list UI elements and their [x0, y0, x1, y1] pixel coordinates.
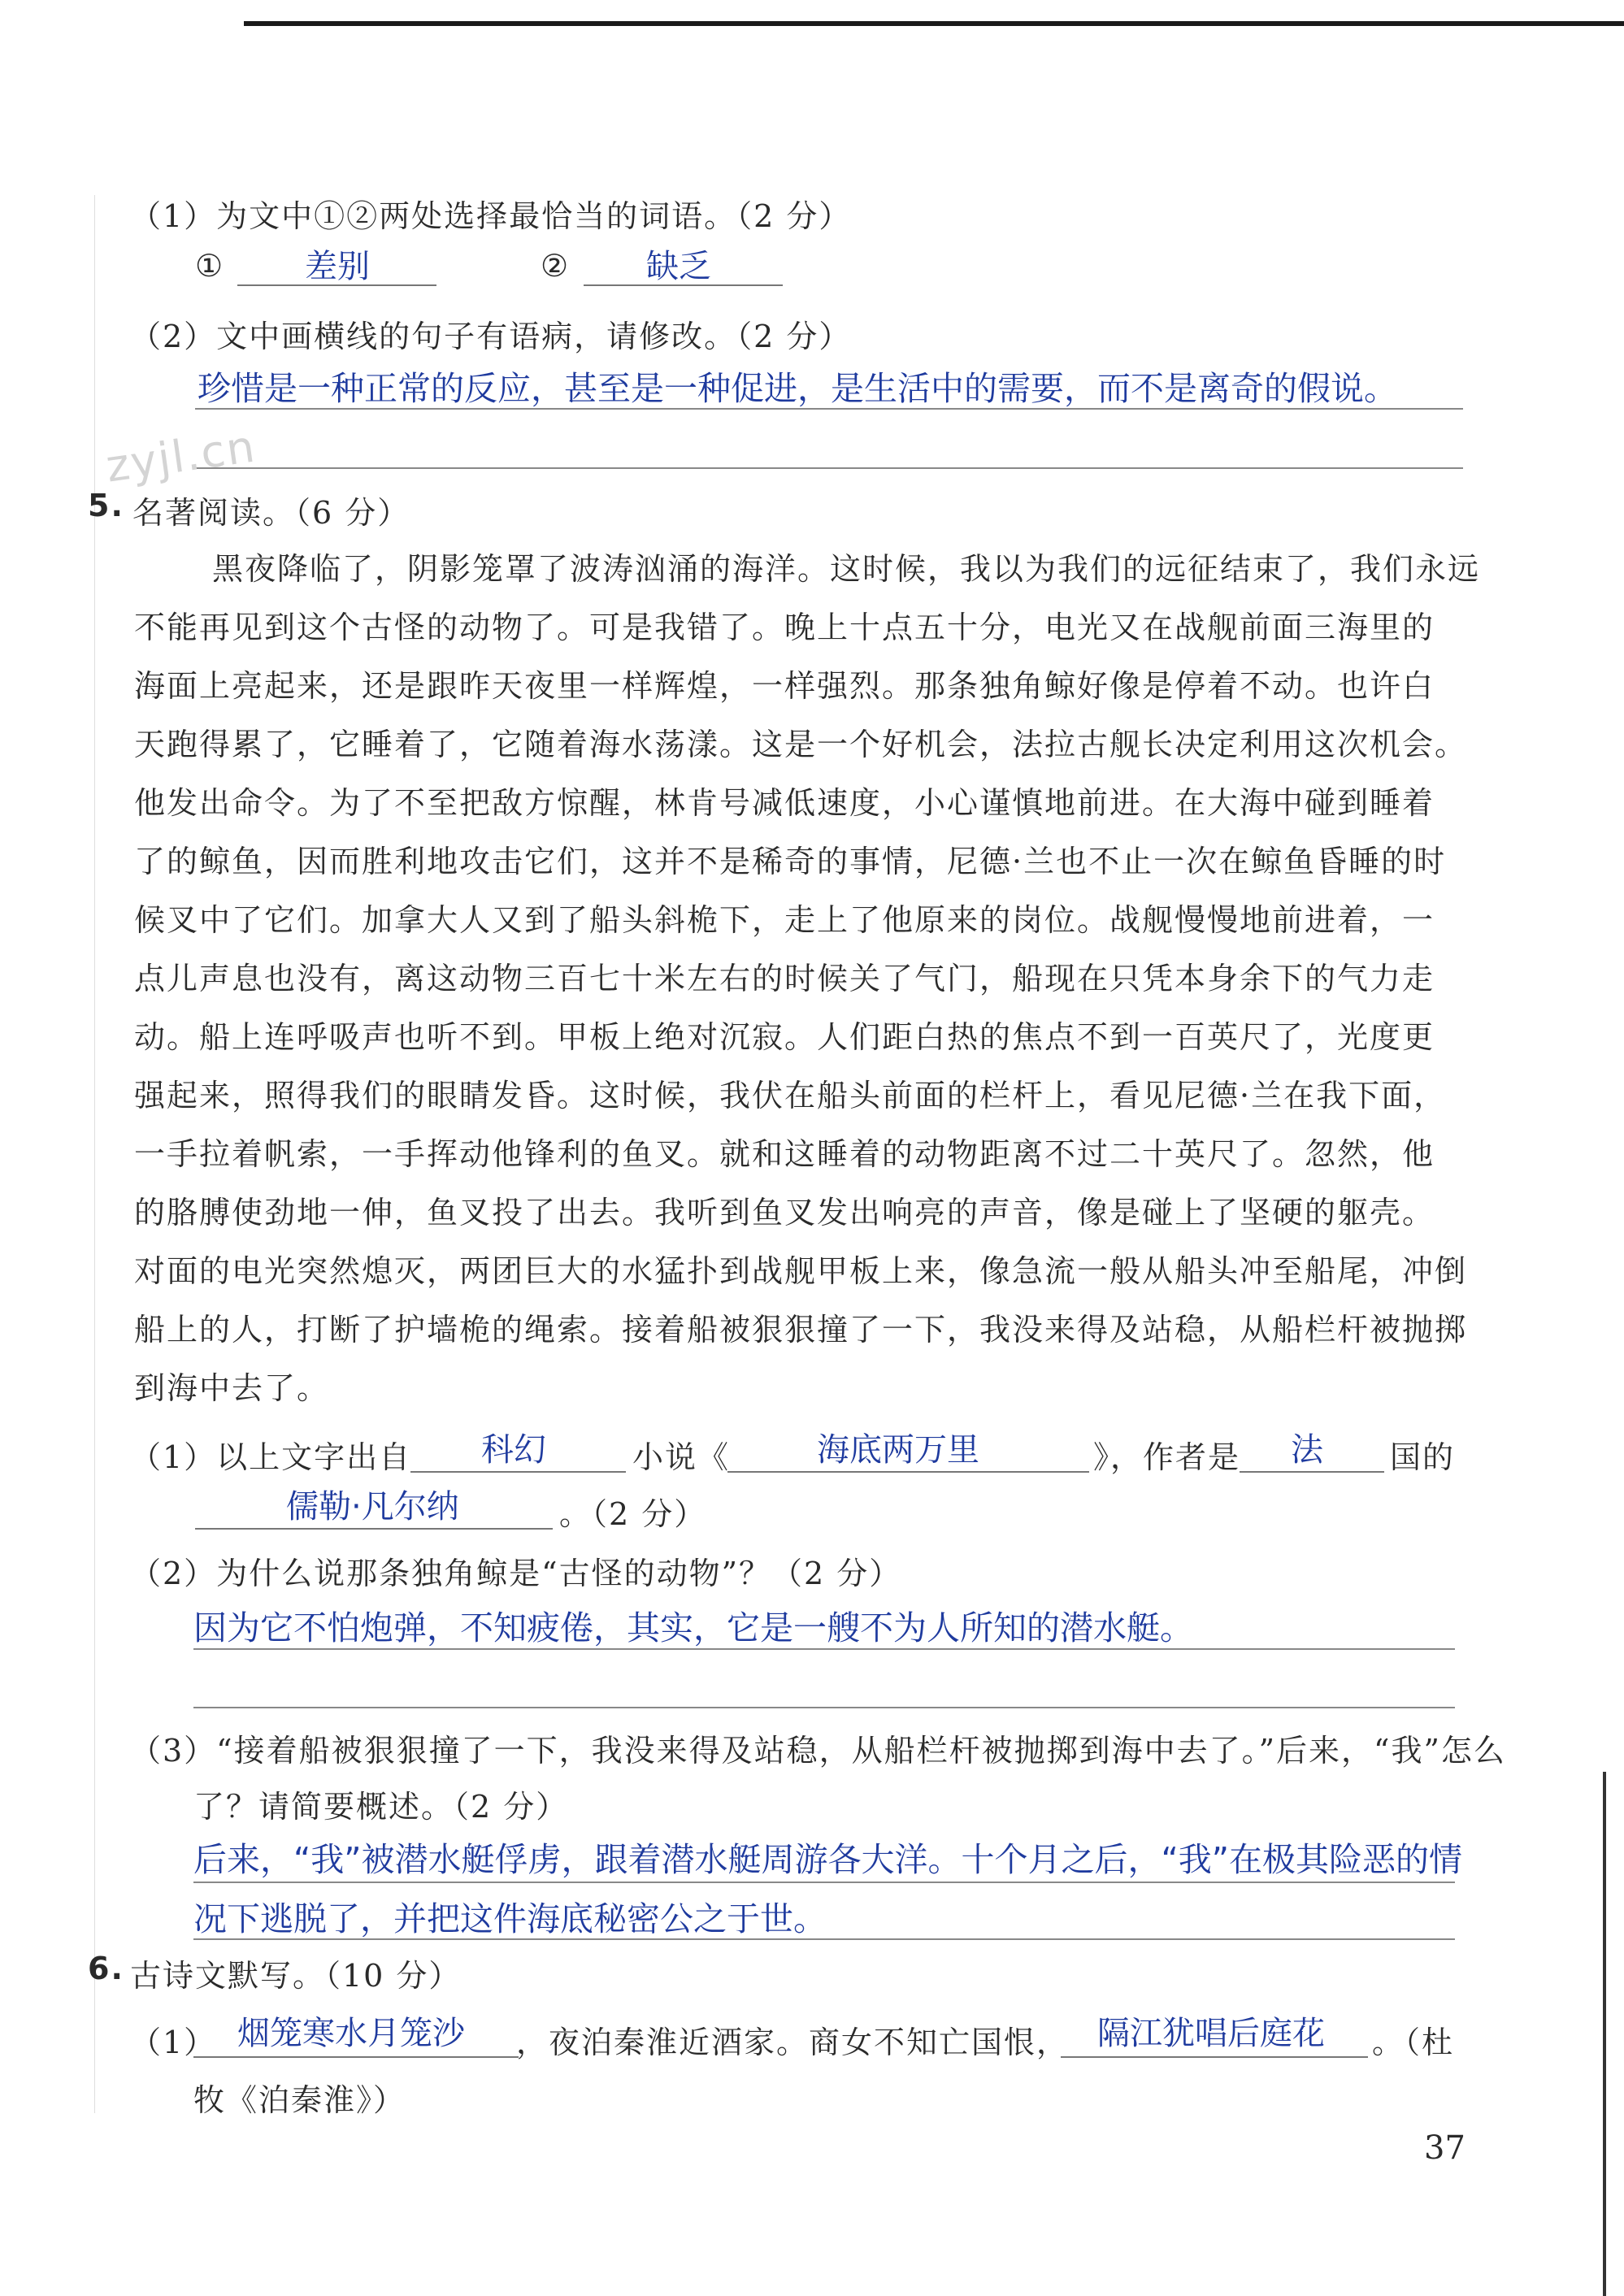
q5-sub1-blank-genre: [410, 1471, 626, 1473]
q4-sub1-mark1: ①: [195, 248, 225, 284]
q5-sub1-answer-book: 海底两万里: [817, 1431, 979, 1469]
q5-sub1-mid3: 国的: [1390, 1439, 1456, 1475]
q4-sub1-answer2: 缺乏: [646, 248, 711, 285]
passage-line: 海面上亮起来，还是跟昨天夜里一样辉煌，一样强烈。那条独角鲸好像是停着不动。也许白: [134, 668, 1435, 704]
watermark: zyjl.cn: [102, 420, 259, 493]
q5-sub3-label-line1: （3）“接着船被狠狠撞了一下，我没来得及站稳，从船栏杆被抛掷到海中去了。”后来，“我”怎么: [130, 1733, 1506, 1769]
passage-line: 点儿声息也没有，离这动物三百七十米左右的时候关了气门，船现在只凭本身余下的气力走: [134, 961, 1435, 996]
q4-sub1-mark2: ②: [541, 248, 571, 284]
q6-sub1-line2: 牧《泊秦淮》）: [193, 2082, 406, 2118]
passage-line: 动。船上连呼吸声也听不到。甲板上绝对沉寂。人们距白热的焦点不到一百英尺了，光度更: [134, 1019, 1435, 1055]
q5-sub1-answer-genre: 科幻: [481, 1431, 546, 1469]
q4-sub1-label: （1）为文中①②两处选择最恰当的词语。（2 分）: [130, 198, 852, 234]
q5-passage: [134, 540, 1481, 1417]
q5-sub1-answer-author: 儒勒·凡尔纳: [286, 1488, 459, 1526]
q5-number: 5.: [88, 488, 124, 523]
passage-line: 不能再见到这个古怪的动物了。可是我错了。晚上十点五十分，电光又在战舰前面三海里的: [134, 610, 1435, 645]
q6-title: 古诗文默写。（10 分）: [130, 1958, 462, 1994]
passage-line: 他发出命令。为了不至把敌方惊醒，林肯号减低速度，小心谨慎地前进。在大海中碰到睡着: [134, 785, 1435, 821]
q6-number: 6.: [88, 1951, 124, 1986]
q6-sub1-mid: ，夜泊秦淮近酒家。商女不知亡国恨，: [516, 2025, 1070, 2060]
q6-sub1-prefix: （1）: [130, 2025, 217, 2060]
passage-line: 强起来，照得我们的眼睛发昏。这时候，我伏在船头前面的栏杆上，看见尼德·兰在我下面，: [134, 1078, 1447, 1113]
q5-sub3-answer-line1: 后来，“我”被潜水艇俘虏，跟着潜水艇周游各大洋。十个月之后，“我”在极其险恶的情: [193, 1840, 1462, 1879]
q4-sub2-label: （2）文中画横线的句子有语病，请修改。（2 分）: [130, 319, 852, 354]
passage-line: 了的鲸鱼，因而胜利地攻击它们，这并不是稀奇的事情，尼德·兰也不止一次在鲸鱼昏睡的时: [134, 844, 1447, 879]
q6-sub1-blank1: [193, 2056, 519, 2058]
left-margin-line: [94, 195, 95, 2113]
q4-sub2-rule1: [195, 408, 1463, 410]
q5-sub1-blank-author: [195, 1528, 553, 1530]
q6-sub1-answer2: 隔江犹唱后庭花: [1097, 2015, 1325, 2052]
passage-line: 到海中去了。: [134, 1370, 330, 1406]
right-edge-line: [1603, 1772, 1606, 2296]
q5-sub1-blank-country: [1240, 1471, 1384, 1473]
q5-sub1-prefix: （1）以上文字出自: [130, 1439, 412, 1475]
passage-line: 的胳膊使劲地一伸，鱼叉投了出去。我听到鱼叉发出响亮的声音，像是碰上了坚硬的躯壳。: [134, 1195, 1435, 1230]
top-edge-line: [244, 21, 1624, 26]
q5-sub3-rule2: [193, 1938, 1455, 1940]
q6-sub1-answer1: 烟笼寒水月笼沙: [237, 2015, 465, 2052]
q5-sub1-blank-book: [727, 1471, 1089, 1473]
q5-sub2-rule2: [193, 1707, 1455, 1708]
q5-sub3-answer-line2: 况下逃脱了，并把这件海底秘密公之于世。: [193, 1899, 827, 1938]
passage-line: 天跑得累了，它睡着了，它随着海水荡漾。这是一个好机会，法拉古舰长决定利用这次机会。: [134, 727, 1468, 762]
passage-line: 船上的人，打断了护墙桅的绳索。接着船被狠狠撞了一下，我没来得及站稳，从船栏杆被抛掷: [134, 1312, 1468, 1348]
q5-title: 名著阅读。（6 分）: [132, 495, 410, 531]
page-number: 37: [1424, 2129, 1466, 2167]
q6-sub1-suffix: 。（杜: [1372, 2025, 1455, 2060]
q6-sub1-blank2: [1061, 2056, 1368, 2058]
q5-sub3-rule1: [193, 1882, 1455, 1883]
q4-sub2-rule2: [195, 467, 1463, 469]
q5-sub1-mid2: 》，作者是: [1093, 1439, 1241, 1475]
q5-sub3-label-line2: 了？请简要概述。（2 分）: [193, 1789, 569, 1825]
passage-line: 候叉中了它们。加拿大人又到了船头斜桅下，走上了他原来的岗位。战舰慢慢地前进着，一: [134, 902, 1435, 938]
q5-sub2-rule1: [193, 1648, 1455, 1650]
q5-sub2-answer: 因为它不怕炮弹，不知疲倦，其实，它是一艘不为人所知的潜水艇。: [193, 1608, 1193, 1647]
passage-line: 一手拉着帆索，一手挥动他锋利的鱼叉。就和这睡着的动物距离不过二十英尺了。忽然，他: [134, 1136, 1435, 1172]
passage-line: 黑夜降临了，阴影笼罩了波涛汹涌的海洋。这时候，我以为我们的远征结束了，我们永远: [212, 551, 1481, 587]
q5-sub1-answer-country: 法: [1291, 1431, 1323, 1469]
q4-sub2-answer: 珍惜是一种正常的反应，甚至是一种促进，是生活中的需要，而不是离奇的假说。: [198, 369, 1397, 408]
passage-line: 对面的电光突然熄灭，两团巨大的水猛扑到战舰甲板上来，像急流一般从船头冲至船尾，冲倒: [134, 1253, 1468, 1289]
q5-sub1-suffix: 。（2 分）: [559, 1496, 707, 1532]
q5-sub1-mid1: 小说《: [632, 1439, 731, 1475]
q5-sub2-label: （2）为什么说那条独角鲸是“古怪的动物”？（2 分）: [130, 1556, 902, 1591]
q4-sub1-answer1: 差别: [305, 248, 370, 285]
